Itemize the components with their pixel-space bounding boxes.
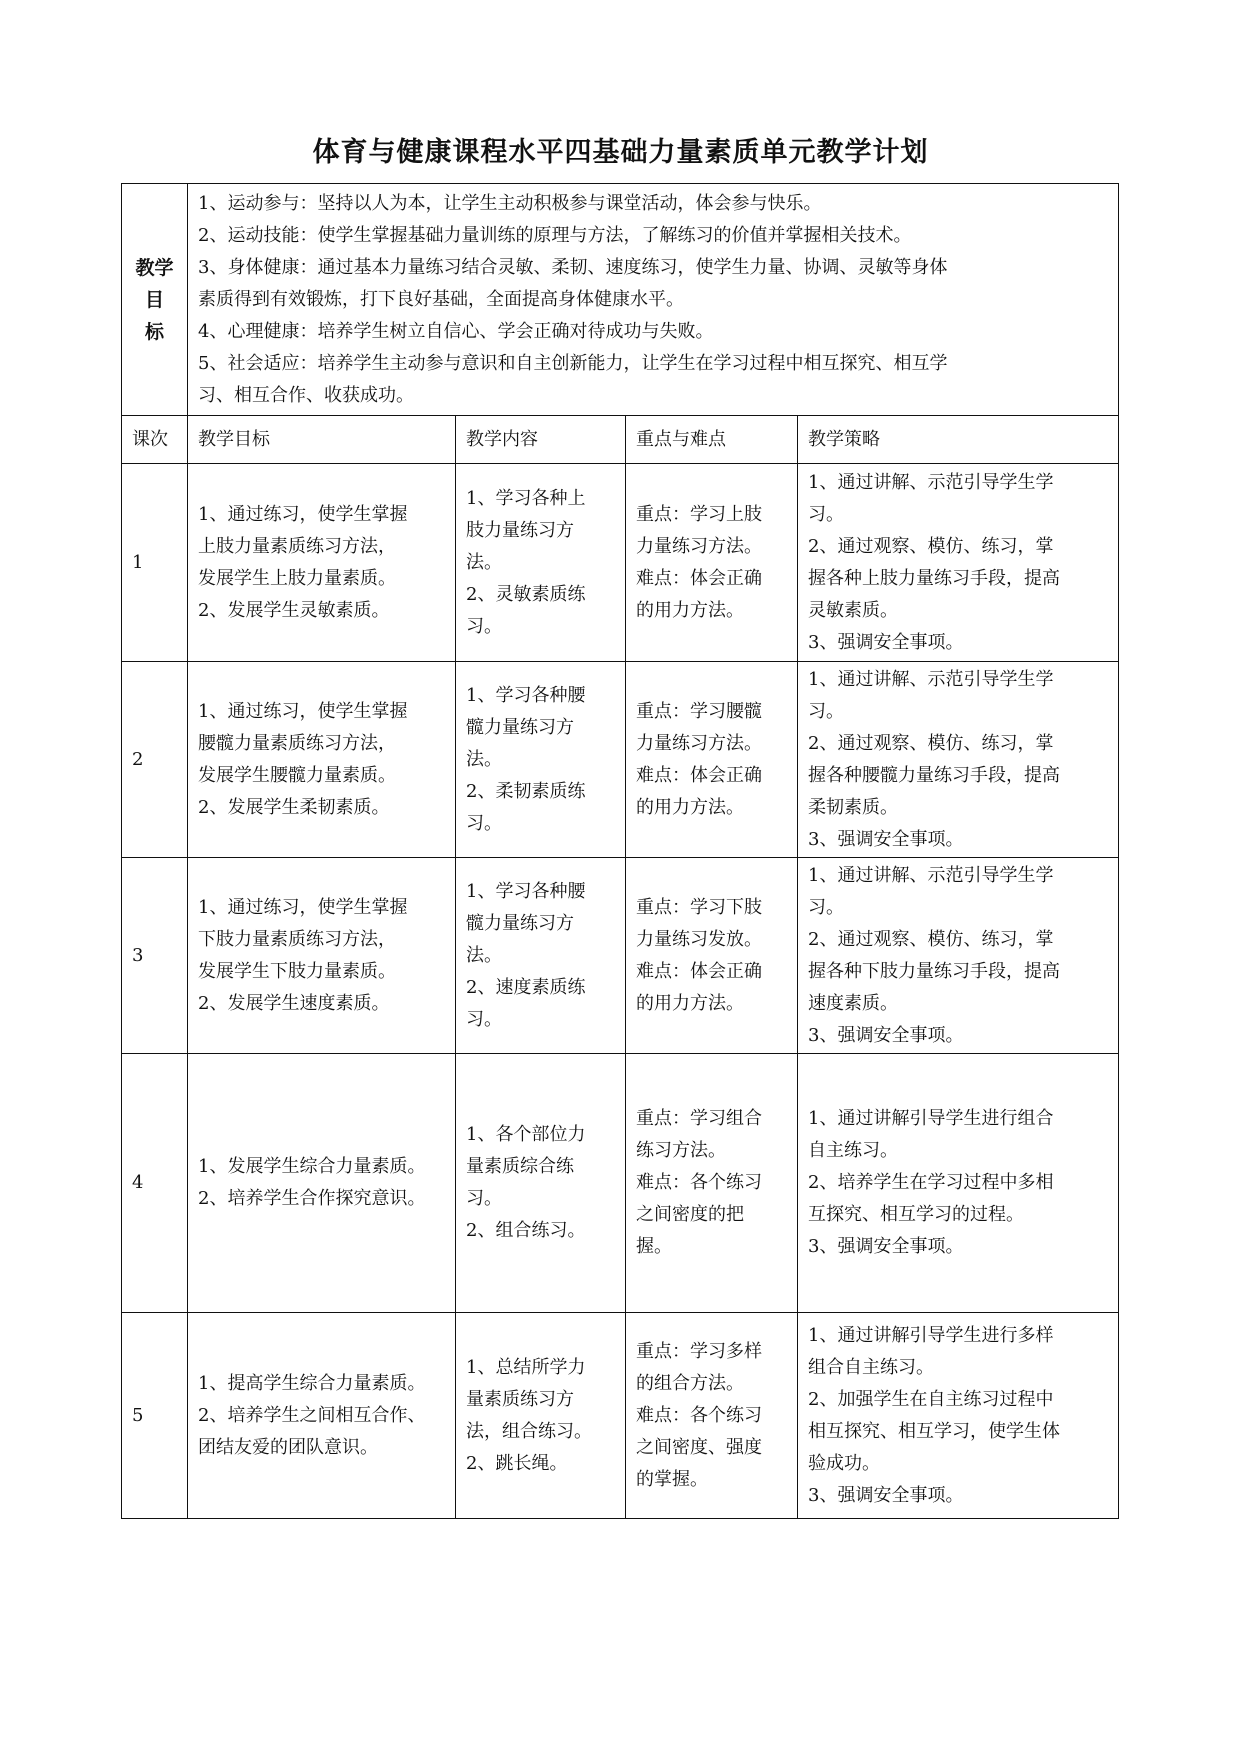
- content-cell-line: 1、学习各种上: [466, 487, 586, 509]
- strategy-cell-line: 2、通过观察、模仿、练习，掌: [808, 535, 1054, 557]
- objectives-label-line: 标: [144, 320, 164, 343]
- key-points-cell-line: 练习方法。: [636, 1140, 726, 1161]
- goal-cell-line: 下肢力量素质练习方法，: [198, 928, 396, 950]
- key-points-cell-line: 重点：学习组合: [636, 1108, 762, 1129]
- goal-cell-line: 发展学生腰髋力量素质。: [198, 764, 396, 786]
- objective-line: 1、运动参与：坚持以人为本，让学生主动积极参与课堂活动，体会参与快乐。: [198, 192, 822, 214]
- strategy-cell: [798, 1313, 1119, 1519]
- strategy-cell-line: 速度素质。: [808, 992, 898, 1014]
- objective-line: 3、身体健康：通过基本力量练习结合灵敏、柔韧、速度练习，使学生力量、协调、灵敏等身体: [198, 256, 948, 278]
- key-points-cell-line: 的用力方法。: [636, 796, 744, 818]
- goal-cell-line: 1、发展学生综合力量素质。: [198, 1156, 426, 1177]
- goal-cell-line: 2、培养学生之间相互合作、: [198, 1404, 426, 1426]
- goal-cell: [188, 662, 456, 858]
- goal-cell-line: 发展学生下肢力量素质。: [198, 960, 396, 982]
- table-row: [122, 1313, 1119, 1519]
- table-row: [122, 464, 1119, 662]
- key-points-cell-line: 的组合方法。: [636, 1372, 744, 1394]
- content-cell-line: 习。: [466, 1008, 502, 1030]
- goal-cell-line: 2、发展学生柔韧素质。: [198, 796, 390, 818]
- goal-cell-line: 1、通过练习，使学生掌握: [198, 896, 408, 918]
- strategy-cell-line: 组合自主练习。: [808, 1356, 934, 1378]
- content-cell-line: 习。: [466, 812, 502, 834]
- content-cell-line: 量素质综合练: [466, 1156, 574, 1177]
- strategy-cell-line: 2、加强学生在自主练习过程中: [808, 1388, 1054, 1410]
- key-points-cell-line: 重点：学习腰髋: [636, 700, 762, 722]
- strategy-cell-line: 灵敏素质。: [808, 599, 898, 621]
- goal-cell-line: 2、发展学生灵敏素质。: [198, 599, 390, 621]
- key-points-cell: [626, 1313, 798, 1519]
- key-points-cell-line: 重点：学习上肢: [636, 503, 762, 525]
- header-key-points: 重点与难点: [626, 416, 798, 464]
- strategy-cell: [798, 858, 1119, 1054]
- content-cell-line: 髋力量练习方: [466, 716, 574, 738]
- goal-cell: [188, 1054, 456, 1313]
- goal-cell-line: 1、通过练习，使学生掌握: [198, 503, 408, 525]
- content-cell-line: 习。: [466, 1188, 502, 1209]
- strategy-cell-line: 验成功。: [808, 1452, 880, 1474]
- strategy-cell: [798, 464, 1119, 662]
- strategy-cell: [798, 662, 1119, 858]
- strategy-cell-line: 2、通过观察、模仿、练习，掌: [808, 732, 1054, 754]
- key-points-cell-line: 之间密度、强度: [636, 1436, 762, 1458]
- strategy-cell-line: 互探究、相互学习的过程。: [808, 1204, 1024, 1225]
- strategy-cell-line: 3、强调安全事项。: [808, 828, 964, 850]
- key-points-cell-line: 难点：体会正确: [636, 960, 762, 982]
- goal-cell-line: 上肢力量素质练习方法，: [198, 535, 396, 557]
- objective-line: 4、心理健康：培养学生树立自信心、学会正确对待成功与失败。: [198, 320, 714, 342]
- strategy-cell-line: 习。: [808, 700, 844, 722]
- lesson-number: 4: [122, 1054, 188, 1313]
- strategy-cell-line: 2、培养学生在学习过程中多相: [808, 1172, 1054, 1193]
- header-goal: 教学目标: [188, 416, 456, 464]
- objectives-row: [122, 184, 1119, 416]
- strategy-cell-line: 1、通过讲解、示范引导学生学: [808, 864, 1054, 886]
- teaching-plan-table: [121, 183, 1119, 1519]
- goal-cell: [188, 858, 456, 1054]
- header-row: [122, 416, 1119, 464]
- content-cell: [456, 662, 626, 858]
- key-points-cell-line: 力量练习发放。: [636, 928, 762, 950]
- objective-line: 习、相互合作、收获成功。: [198, 384, 414, 406]
- goal-cell-line: 1、提高学生综合力量素质。: [198, 1372, 426, 1394]
- strategy-cell-line: 1、通过讲解引导学生进行多样: [808, 1324, 1054, 1346]
- content-cell-line: 法。: [466, 748, 502, 770]
- content-cell-line: 法。: [466, 551, 502, 573]
- lesson-number: 3: [122, 858, 188, 1054]
- objective-line: 5、社会适应：培养学生主动参与意识和自主创新能力，让学生在学习过程中相互探究、相互学: [198, 352, 948, 374]
- goal-cell-line: 2、发展学生速度素质。: [198, 992, 390, 1014]
- objectives-text: [188, 184, 1119, 416]
- content-cell: [456, 858, 626, 1054]
- strategy-cell: [798, 1054, 1119, 1313]
- strategy-cell-line: 自主练习。: [808, 1140, 898, 1161]
- content-cell-line: 2、跳长绳。: [466, 1452, 568, 1474]
- strategy-cell-line: 1、通过讲解、示范引导学生学: [808, 471, 1054, 493]
- header-strategy: 教学策略: [798, 416, 1119, 464]
- key-points-cell-line: 力量练习方法。: [636, 535, 762, 557]
- objective-line: 素质得到有效锻炼，打下良好基础，全面提高身体健康水平。: [198, 288, 684, 310]
- content-cell-line: 法。: [466, 944, 502, 966]
- content-cell-line: 法，组合练习。: [466, 1420, 592, 1442]
- goal-cell-line: 腰髋力量素质练习方法，: [198, 732, 396, 754]
- strategy-cell-line: 相互探究、相互学习，使学生体: [808, 1420, 1060, 1442]
- key-points-cell: [626, 858, 798, 1054]
- key-points-cell-line: 难点：各个练习: [636, 1404, 762, 1426]
- content-cell: [456, 1313, 626, 1519]
- content-cell-line: 1、学习各种腰: [466, 684, 586, 706]
- goal-cell-line: 2、培养学生合作探究意识。: [198, 1188, 426, 1209]
- key-points-cell-line: 的掌握。: [636, 1468, 708, 1490]
- table-row: [122, 858, 1119, 1054]
- header-content: 教学内容: [456, 416, 626, 464]
- lesson-number: 1: [122, 464, 188, 662]
- content-cell-line: 肢力量练习方: [466, 519, 574, 541]
- objectives-label-line: 教学: [135, 256, 174, 279]
- goal-cell: [188, 464, 456, 662]
- header-lesson: 课次: [122, 416, 188, 464]
- key-points-cell-line: 之间密度的把: [636, 1204, 744, 1225]
- key-points-cell-line: 握。: [636, 1236, 672, 1257]
- content-cell-line: 习。: [466, 615, 502, 637]
- content-cell-line: 1、学习各种腰: [466, 880, 586, 902]
- key-points-cell-line: 的用力方法。: [636, 599, 744, 621]
- strategy-cell-line: 柔韧素质。: [808, 796, 898, 818]
- key-points-cell-line: 力量练习方法。: [636, 732, 762, 754]
- content-cell-line: 1、各个部位力: [466, 1124, 586, 1145]
- strategy-cell-line: 3、强调安全事项。: [808, 1484, 964, 1506]
- goal-cell-line: 团结友爱的团队意识。: [198, 1436, 378, 1458]
- content-cell-line: 2、柔韧素质练: [466, 780, 586, 802]
- strategy-cell-line: 1、通过讲解、示范引导学生学: [808, 668, 1054, 690]
- content-cell: [456, 464, 626, 662]
- lesson-number: 2: [122, 662, 188, 858]
- key-points-cell-line: 重点：学习多样: [636, 1340, 762, 1362]
- lesson-rows: [122, 464, 1119, 1519]
- key-points-cell-line: 难点：体会正确: [636, 567, 762, 589]
- strategy-cell-line: 3、强调安全事项。: [808, 1236, 964, 1257]
- key-points-cell-line: 的用力方法。: [636, 992, 744, 1014]
- strategy-cell-line: 1、通过讲解引导学生进行组合: [808, 1108, 1054, 1129]
- content-cell-line: 量素质练习方: [466, 1388, 574, 1410]
- key-points-cell: [626, 662, 798, 858]
- strategy-cell-line: 习。: [808, 896, 844, 918]
- strategy-cell-line: 3、强调安全事项。: [808, 1024, 964, 1046]
- goal-cell-line: 发展学生上肢力量素质。: [198, 567, 396, 589]
- objectives-label: [122, 184, 188, 416]
- lesson-number: 5: [122, 1313, 188, 1519]
- table-row: [122, 662, 1119, 858]
- strategy-cell-line: 2、通过观察、模仿、练习，掌: [808, 928, 1054, 950]
- content-cell-line: 2、速度素质练: [466, 976, 586, 998]
- content-cell: [456, 1054, 626, 1313]
- strategy-cell-line: 握各种上肢力量练习手段，提高: [808, 567, 1060, 589]
- key-points-cell-line: 难点：体会正确: [636, 764, 762, 786]
- key-points-cell-line: 重点：学习下肢: [636, 896, 762, 918]
- page-title: 体育与健康课程水平四基础力量素质单元教学计划: [312, 137, 929, 168]
- content-cell-line: 髋力量练习方: [466, 912, 574, 934]
- content-cell-line: 1、总结所学力: [466, 1356, 586, 1378]
- table-row: [122, 1054, 1119, 1313]
- objectives-label-line: 目: [144, 288, 164, 311]
- strategy-cell-line: 习。: [808, 503, 844, 525]
- strategy-cell-line: 握各种下肢力量练习手段，提高: [808, 960, 1060, 982]
- key-points-cell: [626, 464, 798, 662]
- content-cell-line: 2、灵敏素质练: [466, 583, 586, 605]
- content-cell-line: 2、组合练习。: [466, 1220, 586, 1241]
- strategy-cell-line: 3、强调安全事项。: [808, 631, 964, 653]
- goal-cell: [188, 1313, 456, 1519]
- strategy-cell-line: 握各种腰髋力量练习手段，提高: [808, 764, 1060, 786]
- key-points-cell: [626, 1054, 798, 1313]
- objective-line: 2、运动技能：使学生掌握基础力量训练的原理与方法，了解练习的价值并掌握相关技术。: [198, 224, 912, 246]
- goal-cell-line: 1、通过练习，使学生掌握: [198, 700, 408, 722]
- key-points-cell-line: 难点：各个练习: [636, 1172, 762, 1193]
